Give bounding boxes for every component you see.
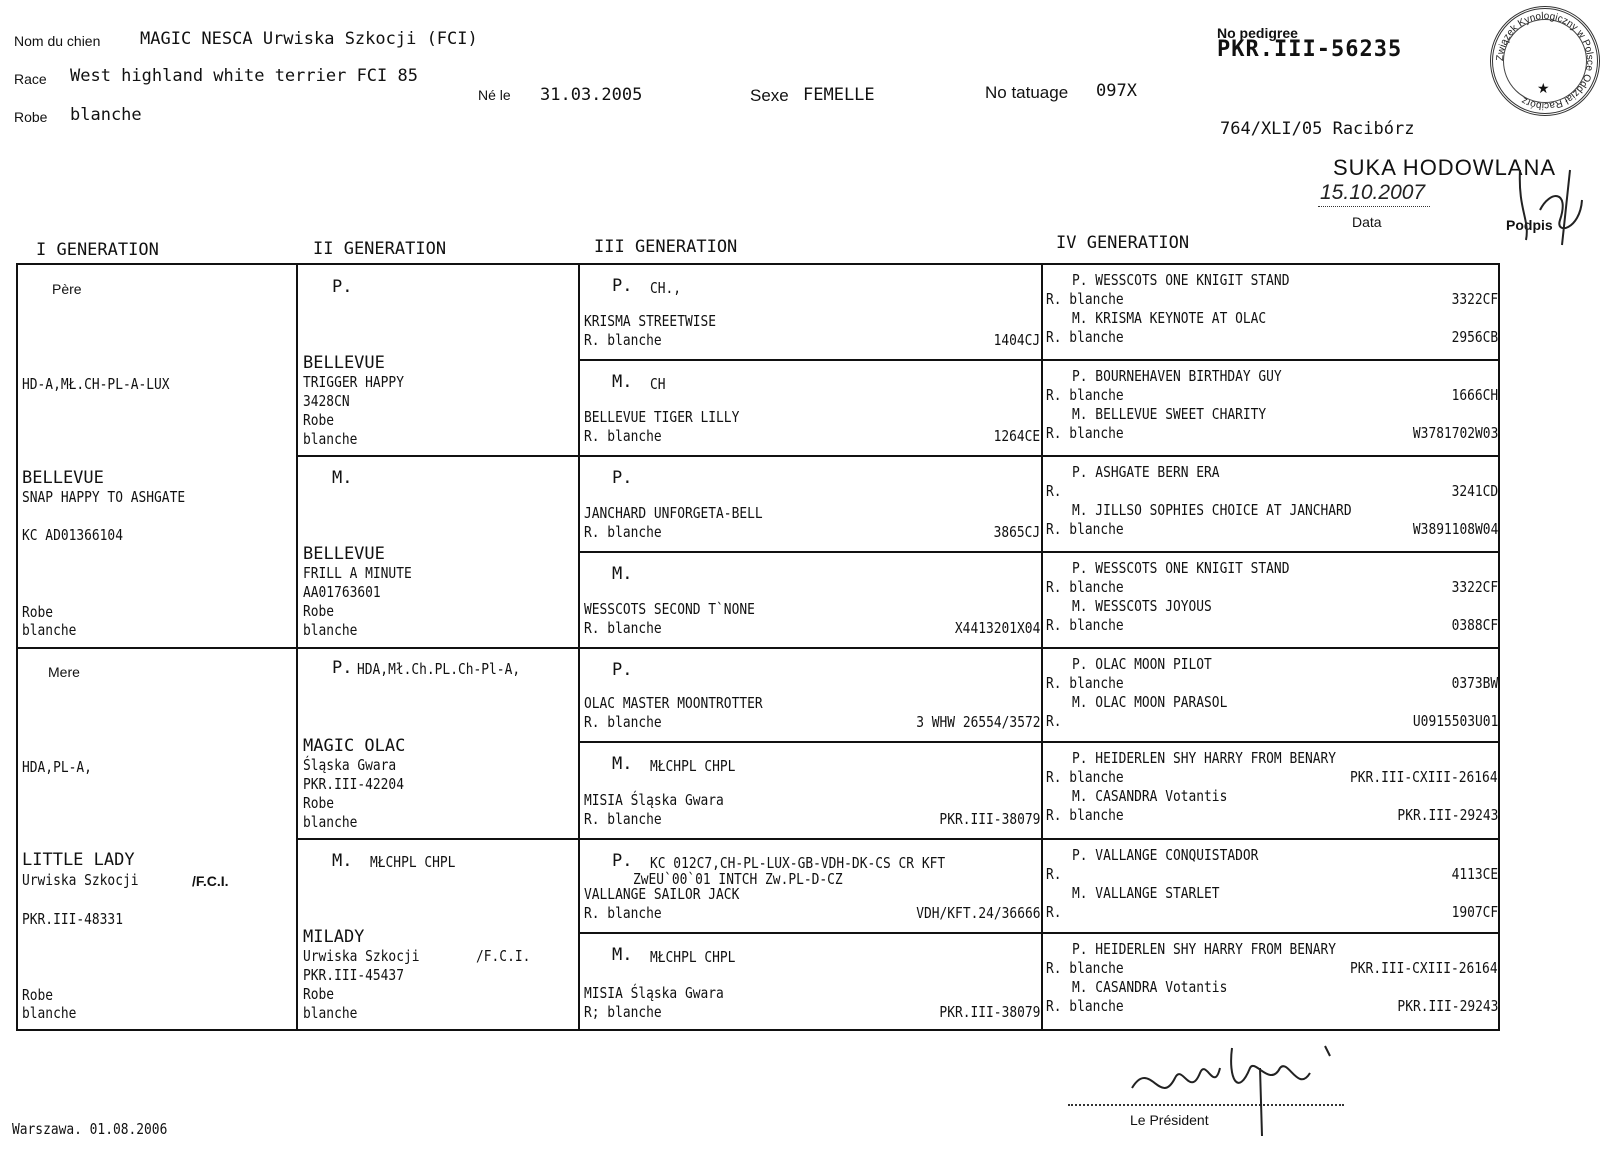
gen3-reg: PKR.III-38079 <box>939 1003 1040 1021</box>
gen3-reg: 1404CJ <box>993 331 1040 349</box>
born-label: Né le <box>478 87 511 103</box>
gen1-dam-fci: /F.C.I. <box>192 873 229 889</box>
gen4-dam-name: M. JILLSO SOPHIES CHOICE AT JANCHARD <box>1072 501 1352 519</box>
gen2-titles: MŁCHPL CHPL <box>370 853 456 871</box>
gen2-name2: TRIGGER HAPPY <box>303 373 404 391</box>
gen4-sire-name: P. HEIDERLEN SHY HARRY FROM BENARY <box>1072 749 1337 767</box>
gen3-reg: X4413201X04 <box>954 619 1040 637</box>
gen2-titles: HDA,Mł.Ch.PL.Ch-Pl-A, <box>357 660 521 678</box>
gen2-header: II GENERATION <box>313 239 447 259</box>
gen4-dam-reg: W3891108W04 <box>1412 520 1498 538</box>
gen3-robe: R. blanche <box>584 619 662 637</box>
race-label: Race <box>14 71 47 87</box>
gen4-sire-reg: PKR.III-CXIII-26164 <box>1350 959 1498 977</box>
gen4-sire-robe: R. blanche <box>1046 578 1124 596</box>
gen2-role: P. <box>332 658 353 678</box>
gen3-name: JANCHARD UNFORGETA-BELL <box>584 504 763 522</box>
gen3-titles2: ZwEU`00`01 INTCH Zw.PL-D-CZ <box>633 870 843 888</box>
gen3-robe: R. blanche <box>584 523 662 541</box>
gen4-dam-robe: R. blanche <box>1046 806 1124 824</box>
gen3-name: KRISMA STREETWISE <box>584 312 717 330</box>
row-divider-e1 <box>578 359 1500 361</box>
row-divider-e3 <box>578 551 1500 553</box>
gen3-reg: VDH/KFT.24/36666 <box>915 904 1040 922</box>
gen1-sire-titles: HD-A,MŁ.CH-PL-A-LUX <box>22 375 170 393</box>
breeder-signature <box>1500 150 1596 250</box>
gen3-header: III GENERATION <box>594 237 738 257</box>
row-divider-q1 <box>296 455 1500 457</box>
gen3-titles: CH., <box>650 279 682 297</box>
stamp-text-ring <box>1493 9 1597 113</box>
gen3-reg: 3865CJ <box>993 523 1040 541</box>
gen4-sire-reg: PKR.III-CXIII-26164 <box>1350 768 1498 786</box>
robe-value: blanche <box>70 105 142 125</box>
gen4-dam-robe: R. blanche <box>1046 328 1124 346</box>
gen4-dam-reg: U0915503U01 <box>1412 712 1498 730</box>
gen3-name: WESSCOTS SECOND T`NONE <box>584 600 755 618</box>
gen4-dam-name: M. CASANDRA Votantis <box>1072 978 1228 996</box>
gen1-dam-robe1: Robe <box>22 986 54 1004</box>
gen3-role: M. <box>612 945 633 965</box>
gen4-sire-name: P. HEIDERLEN SHY HARRY FROM BENARY <box>1072 940 1337 958</box>
president-signature <box>1120 1038 1350 1138</box>
gen3-name: MISIA Śląska Gwara <box>584 791 724 809</box>
gen1-sire-name1: BELLEVUE <box>22 468 104 488</box>
tattoo-label: No tatuage <box>985 83 1069 102</box>
gen4-dam-reg: 2956CB <box>1451 328 1498 346</box>
pedigree-label: No pedigree <box>1217 25 1298 41</box>
gen4-sire-name: P. BOURNEHAVEN BIRTHDAY GUY <box>1072 367 1282 385</box>
robe-label: Robe <box>14 109 48 125</box>
gen4-dam-name: M. CASANDRA Votantis <box>1072 787 1228 805</box>
gen4-sire-reg: 1666CH <box>1451 386 1498 404</box>
date-line <box>1318 206 1430 208</box>
gen2-robe2: blanche <box>303 1004 358 1022</box>
gen3-role: M. <box>612 372 633 392</box>
gen3-titles: MŁCHPL CHPL <box>650 757 736 775</box>
gen4-dam-reg: PKR.III-29243 <box>1397 806 1498 824</box>
signature-label: Podpis <box>1506 217 1553 233</box>
gen2-role: P. <box>332 277 353 297</box>
gen2-robe2: blanche <box>303 430 358 448</box>
gen1-dam-robe2: blanche <box>22 1004 77 1022</box>
gen4-sire-name: P. OLAC MOON PILOT <box>1072 655 1212 673</box>
place-date: Warszawa. 01.08.2006 <box>12 1120 168 1138</box>
gen4-sire-robe: R. blanche <box>1046 674 1124 692</box>
sex-value: FEMELLE <box>803 85 875 105</box>
gen2-name1: MAGIC OLAC <box>303 736 406 756</box>
gen4-dam-robe: R. blanche <box>1046 520 1124 538</box>
gen1-dam-name2: Urwiska Szkocji <box>22 871 139 889</box>
name-label: Nom du chien <box>14 33 101 49</box>
gen2-robe2: blanche <box>303 621 358 639</box>
handwritten-date: 15.10.2007 <box>1320 181 1426 204</box>
gen4-header: IV GENERATION <box>1056 233 1190 253</box>
breeding-label: SUKA HODOWLANA <box>1333 155 1557 180</box>
gen4-dam-name: M. OLAC MOON PARASOL <box>1072 693 1228 711</box>
gen2-robe1: Robe <box>303 794 335 812</box>
gen3-titles: CH <box>650 375 666 393</box>
gen4-sire-robe: R. blanche <box>1046 386 1124 404</box>
gen4-dam-name: M. KRISMA KEYNOTE AT OLAC <box>1072 309 1267 327</box>
gen4-dam-reg: 0388CF <box>1451 616 1498 634</box>
gen3-reg: PKR.III-38079 <box>939 810 1040 828</box>
gen1-dam-reg: PKR.III-48331 <box>22 910 123 928</box>
gen2-role: M. <box>332 851 353 871</box>
gen4-sire-name: P. ASHGATE BERN ERA <box>1072 463 1220 481</box>
gen3-name: BELLEVUE TIGER LILLY <box>584 408 740 426</box>
gen4-dam-name: M. WESSCOTS JOYOUS <box>1072 597 1212 615</box>
gen4-sire-name: P. VALLANGE CONQUISTADOR <box>1072 846 1259 864</box>
gen4-sire-robe: R. blanche <box>1046 290 1124 308</box>
gen3-robe: R. blanche <box>584 713 662 731</box>
gen2-name2: FRILL A MINUTE <box>303 564 412 582</box>
gen3-robe: R. blanche <box>584 810 662 828</box>
star-icon: ★ <box>1537 81 1550 97</box>
gen1-sire-role: Père <box>52 281 82 297</box>
gen1-sire-name2: SNAP HAPPY TO ASHGATE <box>22 488 186 506</box>
gen3-role: M. <box>612 754 633 774</box>
gen4-dam-name: M. BELLEVUE SWEET CHARITY <box>1072 405 1267 423</box>
gen1-header: I GENERATION <box>36 240 159 260</box>
gen2-robe1: Robe <box>303 411 335 429</box>
race-value: West highland white terrier FCI 85 <box>70 66 418 86</box>
name-value: MAGIC NESCA Urwiska Szkocji (FCI) <box>140 29 478 49</box>
gen3-role: P. <box>612 468 633 488</box>
stamp-text: Związek Kynologiczny w Polsce Oddział Racibórz <box>1494 10 1596 112</box>
row-divider-half <box>16 647 1500 649</box>
gen4-sire-name: P. WESSCOTS ONE KNIGIT STAND <box>1072 559 1290 577</box>
gen4-sire-reg: 3322CF <box>1451 290 1498 308</box>
born-value: 31.03.2005 <box>540 85 643 105</box>
gen2-reg: PKR.III-45437 <box>303 966 404 984</box>
kennel-club-stamp <box>1490 6 1600 116</box>
gen2-fci: /F.C.I. <box>476 947 531 965</box>
row-divider-q3 <box>296 838 1500 840</box>
gen4-dam-reg: 1907CF <box>1451 903 1498 921</box>
gen4-sire-reg: 4113CE <box>1451 865 1498 883</box>
gen4-dam-robe: R. blanche <box>1046 997 1124 1015</box>
gen4-dam-reg: W3781702W03 <box>1412 424 1498 442</box>
gen3-role: P. <box>612 660 633 680</box>
gen3-reg: 3 WHW 26554/3572 <box>915 713 1040 731</box>
gen1-sire-robe2: blanche <box>22 621 77 639</box>
gen3-role: P. <box>612 276 633 296</box>
gen2-name1: BELLEVUE <box>303 544 385 564</box>
gen4-dam-name: M. VALLANGE STARLET <box>1072 884 1220 902</box>
gen3-robe: R. blanche <box>584 331 662 349</box>
pedigree-number: PKR.III-56235 <box>1217 37 1403 62</box>
president-label: Le Président <box>1130 1112 1209 1128</box>
gen2-reg: PKR.III-42204 <box>303 775 404 793</box>
gen1-dam-role: Mere <box>48 664 80 680</box>
gen3-titles: KC 012C7,CH-PL-LUX-GB-VDH-DK-CS CR KFT <box>650 854 946 872</box>
gen3-robe: R. blanche <box>584 427 662 445</box>
gen4-dam-robe: R. blanche <box>1046 616 1124 634</box>
registry-number: 764/XLI/05 Racibórz <box>1220 119 1415 139</box>
gen4-dam-robe: R. <box>1046 903 1062 921</box>
date-label: Data <box>1352 214 1382 230</box>
gen3-robe: R. blanche <box>584 904 662 922</box>
gen4-sire-robe: R. blanche <box>1046 959 1124 977</box>
gen4-sire-robe: R. blanche <box>1046 768 1124 786</box>
row-divider-e7 <box>578 932 1500 934</box>
gen1-sire-robe1: Robe <box>22 603 54 621</box>
sex-label: Sexe <box>750 86 789 105</box>
gen2-reg: 3428CN <box>303 392 350 410</box>
gen4-sire-reg: 3241CD <box>1451 482 1498 500</box>
gen3-name: OLAC MASTER MOONTROTTER <box>584 694 763 712</box>
gen2-role: M. <box>332 468 353 488</box>
gen4-dam-robe: R. blanche <box>1046 424 1124 442</box>
gen4-sire-name: P. WESSCOTS ONE KNIGIT STAND <box>1072 271 1290 289</box>
gen4-dam-robe: R. <box>1046 712 1062 730</box>
gen3-role: M. <box>612 564 633 584</box>
gen2-name2: Urwiska Szkocji <box>303 947 420 965</box>
gen1-dam-name1: LITTLE LADY <box>22 850 135 870</box>
gen3-reg: 1264CE <box>993 427 1040 445</box>
gen4-sire-robe: R. <box>1046 865 1062 883</box>
gen3-titles: MŁCHPL CHPL <box>650 948 736 966</box>
gen2-robe1: Robe <box>303 602 335 620</box>
row-divider-e5 <box>578 741 1500 743</box>
gen2-name2: Śląska Gwara <box>303 756 397 774</box>
gen4-sire-reg: 0373BW <box>1451 674 1498 692</box>
gen4-sire-robe: R. <box>1046 482 1062 500</box>
gen2-reg: AA01763601 <box>303 583 381 601</box>
tattoo-value: 097X <box>1096 81 1137 101</box>
gen2-robe1: Robe <box>303 985 335 1003</box>
gen3-name: VALLANGE SAILOR JACK <box>584 885 740 903</box>
gen3-role: P. <box>612 851 633 871</box>
gen3-robe: R; blanche <box>584 1003 662 1021</box>
gen1-sire-reg: KC AD01366104 <box>22 526 123 544</box>
gen4-sire-reg: 3322CF <box>1451 578 1498 596</box>
gen2-name1: MILADY <box>303 927 365 947</box>
gen1-dam-titles: HDA,PL-A, <box>22 758 92 776</box>
gen3-name: MISIA Śląska Gwara <box>584 984 724 1002</box>
gen4-dam-reg: PKR.III-29243 <box>1397 997 1498 1015</box>
gen2-name1: BELLEVUE <box>303 353 385 373</box>
gen2-robe2: blanche <box>303 813 358 831</box>
